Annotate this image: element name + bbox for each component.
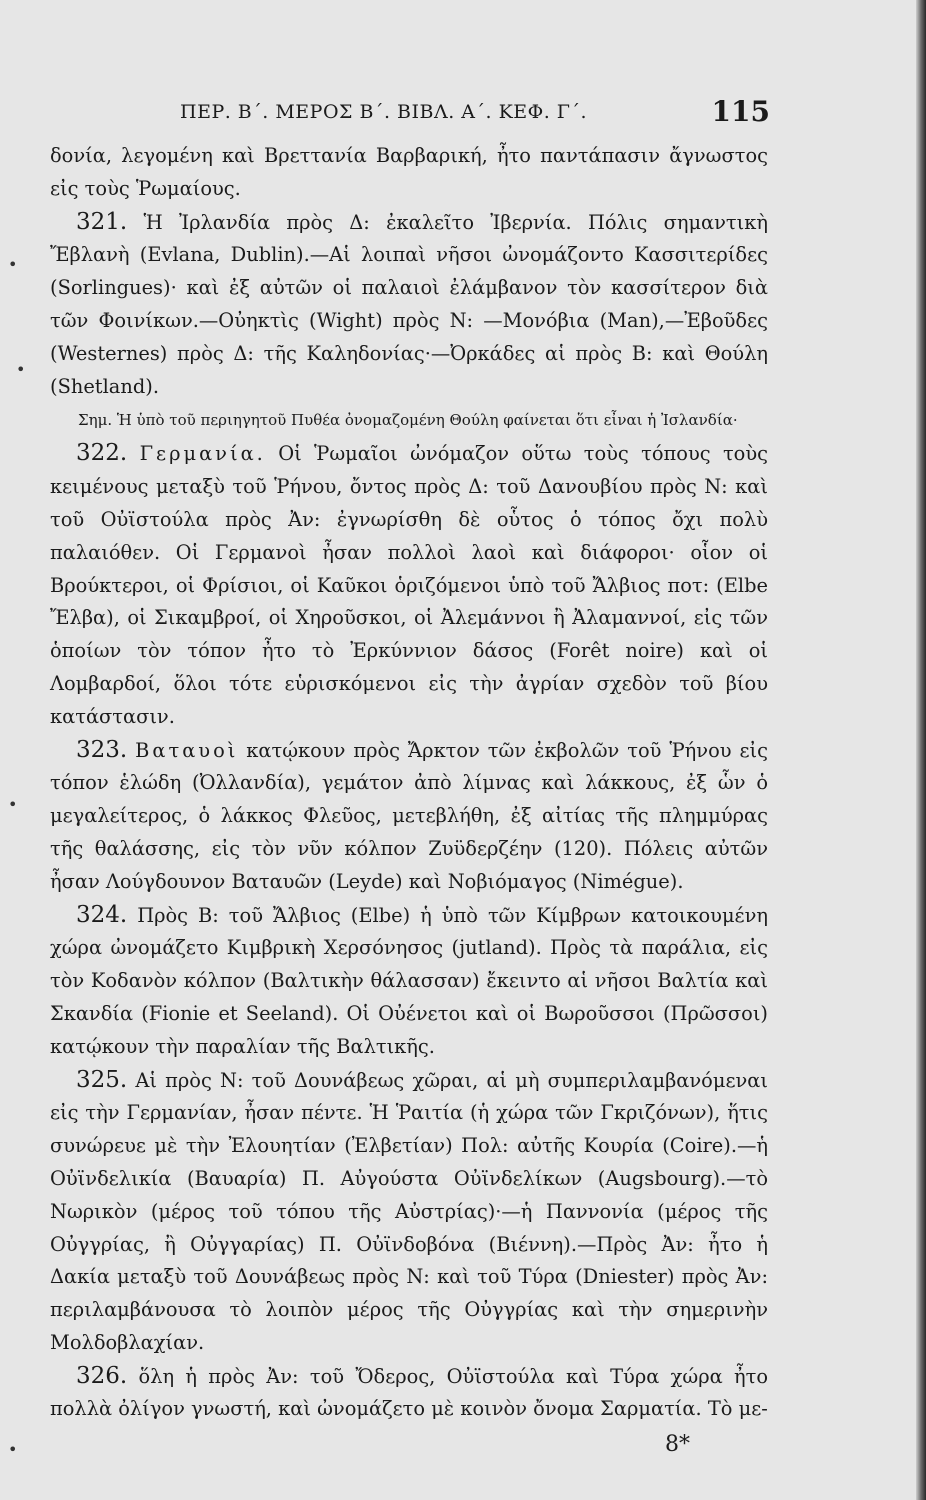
paragraph-text: κατῴκουν πρὸς Ἄρκτον τῶν ἐκβολῶν τοῦ Ῥήνου εἰς τόπον ἑλώδη (Ὀλλανδία), γεμάτον ἀπὸ λίμνας καὶ λάκκους, ἐξ ὧν ὁ μεγαλείτερος, ὁ λάκκος Φλεῦος, μετεβλήθη, ἐξ αἰτίας τῆς πλημμύρας τῆς θαλάσσης, εἰς τὸν νῦν κόλπον Ζυϋδερζέην (120). Πόλεις αὐτῶν ἦσαν Λούγδουνον Βαταυῶν (Leyde) καὶ Νοβιόμαγος (Nimégue).: [50, 738, 768, 893]
signature-mark: 8*: [665, 1432, 690, 1457]
section-number: 322.: [76, 440, 128, 467]
paragraph-321: [50, 206, 768, 404]
section-number: 321.: [76, 208, 128, 235]
section-keyword: Βαταυοὶ: [135, 738, 239, 762]
section-keyword: Γερμανία.: [139, 442, 266, 466]
paragraph-intro: δονία, λεγομένη καὶ Βρεττανία Βαρβαρική, ἦτο παντάπασιν ἄγνωστος εἰς τοὺς Ῥωμαίους.: [50, 144, 768, 200]
paragraph-text: ὅλη ἡ πρὸς Ἀν: τοῦ Ὄδερος, Οὐϊστούλα καὶ Τύρα χώρα ἦτο πολλὰ ὀλίγον γνωστή, καὶ ὠνομάζετο μὲ κοινὸν ὄνομα Σαρματία. Τὸ με-: [50, 1364, 768, 1421]
paragraph-324: [50, 899, 768, 1064]
header-title: ΠΕΡ. Β΄. ΜΕΡΟΣ Β΄. ΒΙΒΛ. Α΄. ΚΕΦ. Γ΄.: [180, 101, 588, 123]
margin-mark-icon: •: [8, 1440, 18, 1459]
paragraph-text: Οἱ Ῥωμαῖοι ὠνόμαζον οὕτω τοὺς τόπους τοὺς κειμένους μεταξὺ τοῦ Ῥήνου, ὄντος πρὸς Δ: τοῦ Δανουβίου πρὸς Ν: καὶ τοῦ Οὐϊστούλα πρὸς Ἀν: ἐγνωρίσθη δὲ οὗτος ὁ τόπος ὄχι πολὺ παλαιόθεν. Οἱ Γερμανοὶ ἦσαν πολλοὶ λαοὶ καὶ διάφοροι· οἷον οἱ Βρούκτεροι, οἱ Φρίσιοι, οἱ Καῦκοι ὁριζόμενοι ὑπὸ τοῦ Ἄλβιος ποτ: (Elbe Ἔλβα), οἱ Σικαμβροί, οἱ Χηροῦσκοι, οἱ Ἀλεμάννοι ἢ Ἀλαμαννοί, εἰς τῶν ὁποίων τὸν τόπον ἦτο τὸ Ἐρκύννιον δάσος (Forêt noire) καὶ οἱ Λομβαρδοί, ὅλοι τότε εὑρισκόμενοι εἰς τὴν ἀγρίαν σχεδὸν τοῦ βίου κατάστασιν.: [50, 442, 768, 728]
paragraph-text: Ἡ Ἰρλανδία πρὸς Δ: ἐκαλεῖτο Ἰβερνία. Πόλις σημαντικὴ Ἔβλανὴ (Evlana, Dublin).—Αἱ λοιπαὶ νῆσοι ὠνομάζοντο Κασσιτερίδες (Sorlingues)· καὶ ἐξ αὐτῶν οἱ παλαιοὶ ἐλάμβανον τὸν κασσίτερον διὰ τῶν Φοινίκων.—Οὐηκτὶς (Wight) πρὸς Ν: —Μονόβια (Man),—Ἐβοῦδες (Westernes) πρὸς Δ: τῆς Καληδονίας·—Ὀρκάδες αἱ πρὸς Β: καὶ Θούλη (Shetland).: [50, 210, 768, 398]
paragraph-326: [50, 1360, 768, 1427]
paragraph-text: Αἱ πρὸς Ν: τοῦ Δουνάβεως χῶραι, αἱ μὴ συμπεριλαμβανόμεναι εἰς τὴν Γερμανίαν, ἦσαν πέντε. Ἡ Ῥαιτία (ἡ χώρα τῶν Γκριζόνων), ἥτις συνώρευε μὲ τὴν Ἐλουητίαν (Ἐλβετίαν) Πολ: αὐτῆς Κουρία (Coire).—ἡ Οὐϊνδελικία (Βαυαρία) Π. Αὐγούστα Οὐϊνδελίκων (Augsbourg).—τὸ Νωρικὸν (μέρος τοῦ τόπου τῆς Αὐστρίας)·—ἡ Παννονία (μέρος τῆς Οὐγγρίας, ἢ Οὐγγαρίας) Π. Οὐϊνδοβόνα (Βιέννη).—Πρὸς Ἀν: ἦτο ἡ Δακία μεταξὺ τοῦ Δουνάβεως πρὸς Ν: καὶ τοῦ Τύρα (Dniester) πρὸς Ἀν: περιλαμβάνουσα τὸ λοιπὸν μέρος τῆς Οὐγγρίας καὶ τὴν σημερινὴν Μολδοβλαχίαν.: [50, 1068, 768, 1354]
section-number: 323.: [76, 736, 128, 763]
margin-mark-icon: •: [16, 360, 26, 379]
footnote: Σημ. Ἡ ὑπὸ τοῦ περιηγητοῦ Πυθέα ὀνομαζομένη Θούλη φαίνεται ὅτι εἶναι ἡ Ἰσλανδία·: [78, 411, 738, 430]
paragraph-325: [50, 1064, 768, 1360]
running-header: [180, 95, 770, 135]
paragraph-text: Πρὸς Β: τοῦ Ἄλβιος (Elbe) ἡ ὑπὸ τῶν Κίμβρων κατοικουμένη χώρα ὠνομάζετο Κιμβρικὴ Χερσόνησος (jutland). Πρὸς τὰ παράλια, εἰς τὸν Κοδανὸν κόλπον (Βαλτικὴν θάλασσαν) ἔκειντο αἱ νῆσοι Βαλτία καὶ Σκανδία (Fionie et Seeland). Οἱ Οὐένετοι καὶ οἱ Βωροῦσσοι (Πρῶσσοι) κατῴκουν τὴν παραλίαν τῆς Βαλτικῆς.: [50, 903, 768, 1058]
page-number: 115: [711, 95, 770, 128]
margin-mark-icon: •: [8, 255, 18, 274]
margin-mark-icon: •: [8, 795, 18, 814]
section-number: 326.: [76, 1362, 128, 1389]
page-edge-shadow: [916, 0, 926, 1500]
paragraph-323: [50, 734, 768, 899]
section-number: 325.: [76, 1066, 128, 1093]
paragraph-322: [50, 437, 768, 733]
body-text: [50, 140, 768, 1426]
section-number: 324.: [76, 901, 128, 928]
